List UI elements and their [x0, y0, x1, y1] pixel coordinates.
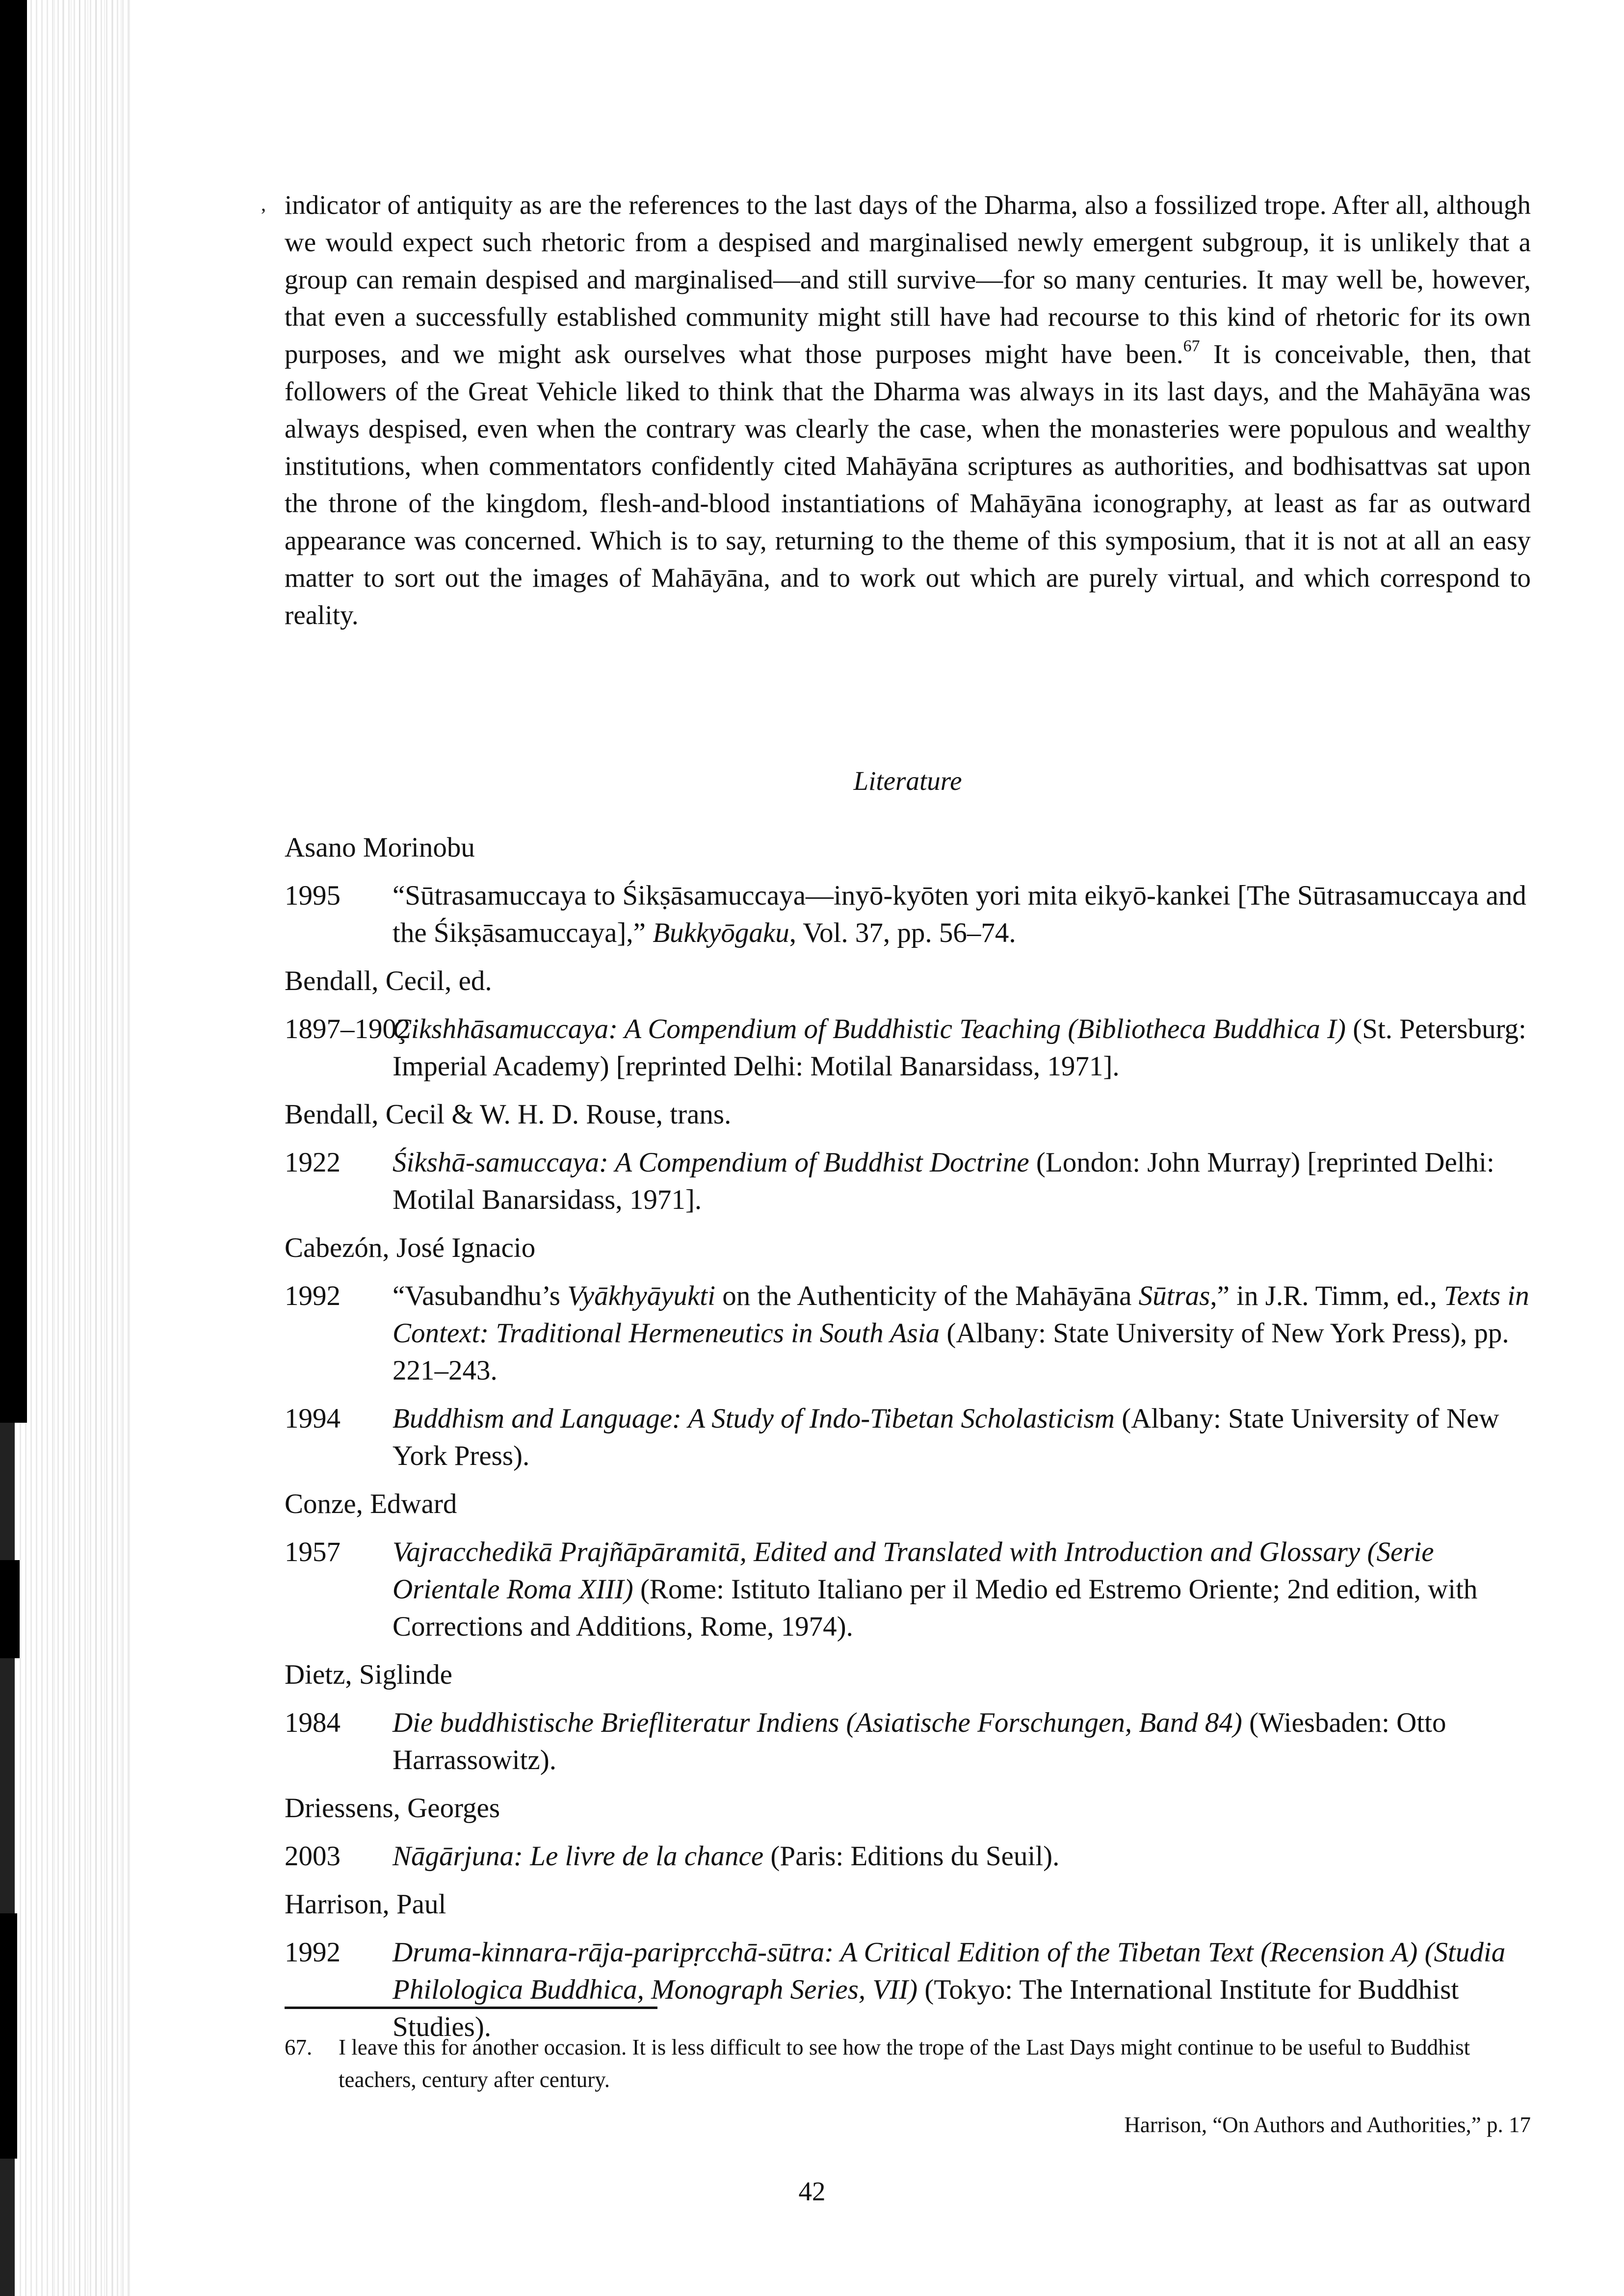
bib-author: Harrison, Paul	[285, 1889, 446, 1920]
bib-entry	[285, 1838, 1531, 1875]
bib-author: Conze, Edward	[285, 1488, 457, 1519]
bib-reference: Buddhism and Language: A Study of Indo-Tibetan Scholasticism (Albany: State University of New York Press).	[393, 1403, 1499, 1471]
bib-entry	[285, 1704, 1531, 1779]
bib-entry	[285, 1144, 1531, 1219]
bib-author: Driessens, Georges	[285, 1793, 500, 1824]
bib-reference: Nāgārjuna: Le livre de la chance (Paris: Editions du Seuil).	[393, 1841, 1060, 1872]
bib-reference: Śikshā-samuccaya: A Compendium of Buddhist Doctrine (London: John Murray) [reprinted Delhi: Motilal Banarsidass, 1971].	[393, 1147, 1494, 1215]
page-content	[285, 186, 1531, 2042]
bib-reference: Die buddhistische Briefliteratur Indiens (Asiatische Forschungen, Band 84) (Wiesbaden: Otto Harrassowitz).	[393, 1707, 1446, 1775]
page-number: 42	[798, 2176, 826, 2206]
bib-author: Cabezón, José Ignacio	[285, 1232, 536, 1263]
bib-year: 1984	[285, 1707, 341, 1738]
bib-entry	[285, 1934, 1531, 2046]
footnote-67	[285, 2031, 1531, 2096]
footnote-rule	[285, 2007, 657, 2009]
bib-entry	[285, 1534, 1531, 1645]
bib-year: 1992	[285, 1937, 341, 1968]
bib-year: 1957	[285, 1537, 341, 1567]
bib-reference: Vajracchedikā Prajñāpāramitā, Edited and Translated with Introduction and Glossary (Serie Orientale Roma XIII) (Rome: Istituto Italiano per il Medio ed Estremo Oriente; 2nd edition, with Corrections and Additions, Rome, 1974).	[393, 1537, 1478, 1642]
scan-edge-artifact	[0, 0, 132, 2296]
bib-reference: Çikshhāsamuccaya: A Compendium of Buddhistic Teaching (Bibliotheca Buddhica I) (St. Petersburg: Imperial Academy) [reprinted Delhi: Motilal Banarsidass, 1971].	[393, 1014, 1526, 1082]
footnote-number: 67.	[285, 2035, 313, 2060]
bibliography	[285, 829, 1531, 2057]
footnote-ref-67[interactable]: 67	[1183, 337, 1200, 355]
bib-entry	[285, 1400, 1531, 1475]
running-footer: Harrison, “On Authors and Authorities,” p. 17	[1124, 2113, 1531, 2137]
bib-reference: Druma-kinnara-rāja-paripṛcchā-sūtra: A Critical Edition of the Tibetan Text (Recension A) (Studia Philologica Buddhica, Monograph Series, VII) (Tokyo: The International Institute for Buddhist Studies).	[393, 1937, 1506, 2042]
literature-heading: Literature	[853, 766, 962, 796]
bib-year: 1995	[285, 880, 341, 911]
bib-year: 1992	[285, 1280, 341, 1311]
stray-mark: ’	[260, 204, 267, 226]
body-text-1: indicator of antiquity as are the references to the last days of the Dharma, also a fossilized trope. After all, although we would expect such rhetoric from a despised and marginalised newly emergent subgroup, it is unlikely that a group can remain despised and marginalised—and still survive—for so many centuries. It may well be, however, that even a successfully established community might still have had recourse to this kind of rhetoric for its own purposes, and we might ask ourselves what those purposes might have been.	[285, 190, 1531, 369]
bib-author: Bendall, Cecil & W. H. D. Rouse, trans.	[285, 1099, 732, 1130]
bib-reference: “Sūtrasamuccaya to Śikṣāsamuccaya—inyō-kyōten yori mita eikyō-kankei [The Sūtrasamuccaya and the Śikṣāsamuccaya],” Bukkyōgaku, Vol. 37, pp. 56–74.	[393, 880, 1526, 948]
bib-author: Dietz, Siglinde	[285, 1659, 452, 1690]
bib-entry	[285, 1278, 1531, 1389]
bib-year: 1922	[285, 1147, 341, 1178]
bib-author: Asano Morinobu	[285, 832, 475, 863]
footnote-text: I leave this for another occasion. It is less difficult to see how the trope of the Last Days might continue to be useful to Buddhist teachers, century after century.	[339, 2035, 1470, 2092]
body-paragraph	[285, 186, 1531, 634]
bib-year: 1897–1902	[285, 1014, 411, 1044]
bib-entry	[285, 877, 1531, 952]
body-text-2: It is conceivable, then, that followers of the Great Vehicle liked to think that the Dharma was always in its last days, and the Mahāyāna was always despised, even when the contrary was clearly the case, when the monasteries were populous and wealthy institutions, when commentators confidently cited Mahāyāna scriptures as authorities, and bodhisattvas sat upon the throne of the kingdom, flesh-and-blood instantiations of Mahāyāna iconography, at least as far as outward appearance was concerned. Which is to say, returning to the theme of this symposium, that it is not at all an easy matter to sort out the images of Mahāyāna, and to work out which are purely virtual, and which correspond to reality.	[285, 339, 1531, 630]
bib-year: 2003	[285, 1841, 341, 1872]
bib-year: 1994	[285, 1403, 341, 1434]
bib-entry	[285, 1011, 1531, 1085]
bib-author: Bendall, Cecil, ed.	[285, 965, 492, 996]
bib-reference: “Vasubandhu’s Vyākhyāyukti on the Authenticity of the Mahāyāna Sūtras,” in J.R. Timm, ed., Texts in Context: Traditional Hermeneutics in South Asia (Albany: State University of New York Press), pp. 221–243.	[393, 1280, 1529, 1386]
